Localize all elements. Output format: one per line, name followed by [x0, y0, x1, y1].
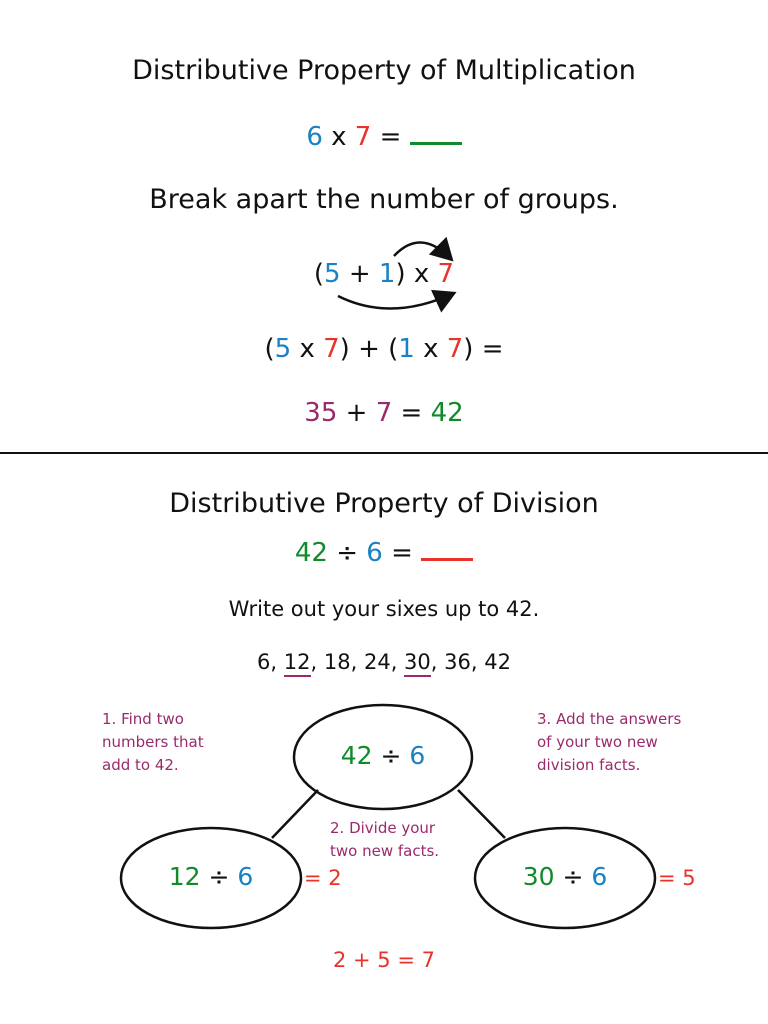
node-dividend: 12 [168, 862, 201, 891]
equals-sign: = [400, 398, 423, 428]
plus-sign: + [345, 398, 368, 428]
expanded-b: 7 [323, 334, 340, 364]
divide-sign: ÷ [336, 538, 358, 568]
times-sign: x [423, 334, 439, 364]
multiple-underlined: 30 [404, 650, 431, 677]
step1-note [102, 708, 204, 777]
multiple: 42 [484, 650, 511, 674]
times-sign: x [413, 259, 430, 289]
final-sum: 2 + 5 = 7 [333, 948, 435, 972]
open-paren: ( [388, 334, 399, 364]
node-divisor: 6 [237, 862, 254, 891]
equals-sign: = [481, 334, 504, 364]
plus-sign: + [348, 259, 371, 289]
division-instruction: Write out your sixes up to 42. [228, 597, 540, 621]
step2-note [330, 817, 439, 863]
multiplication-instruction: Break apart the number of groups. [149, 184, 619, 215]
separator: , [470, 650, 485, 674]
product-total: 42 [430, 398, 464, 428]
separator: , [270, 650, 284, 674]
branch-line-right [458, 790, 505, 838]
equals-sign: = [379, 122, 402, 152]
expanded-d: 7 [446, 334, 464, 364]
step3-line: 3. Add the answers [537, 710, 682, 728]
split-addend-a: 5 [324, 259, 341, 289]
times-sign: x [299, 334, 315, 364]
distribute-arrow-bottom [338, 294, 452, 309]
factor-groups: 6 [306, 122, 323, 152]
divide-sign: ÷ [562, 862, 584, 891]
node-dividend: 30 [522, 862, 555, 891]
right-node-answer: = 5 [658, 866, 696, 890]
right-node-label [475, 862, 655, 891]
open-paren: ( [264, 334, 275, 364]
multiple: 6 [257, 650, 271, 674]
step1-line: numbers that [102, 733, 204, 751]
step1-line: add to 42. [102, 756, 179, 774]
open-paren: ( [313, 259, 325, 289]
times-sign: x [331, 122, 347, 152]
close-paren: ) [339, 334, 350, 364]
close-paren: ) [395, 259, 406, 289]
partial-product-a: 35 [304, 398, 338, 428]
step2-line: two new facts. [330, 842, 440, 860]
multiple: 36 [444, 650, 471, 674]
node-dividend: 42 [340, 741, 373, 770]
equals-sign: = [391, 538, 413, 568]
divide-sign: ÷ [380, 741, 402, 770]
node-divisor: 6 [591, 862, 608, 891]
factor-size: 7 [354, 122, 372, 152]
step3-line: division facts. [537, 756, 641, 774]
multiple: 24 [363, 650, 391, 674]
multiplication-title: Distributive Property of Multiplication [132, 55, 636, 86]
node-divisor: 6 [409, 741, 426, 770]
split-factor: 7 [437, 259, 455, 289]
dividend: 42 [294, 538, 328, 568]
left-node-answer: = 2 [304, 866, 342, 890]
separator: , [350, 650, 364, 674]
divisor: 6 [366, 538, 383, 568]
plus-sign: + [358, 334, 380, 364]
divide-sign: ÷ [208, 862, 230, 891]
step3-note [537, 708, 681, 777]
step2-line: 2. Divide your [330, 819, 436, 837]
separator: , [310, 650, 324, 674]
top-node-label [294, 741, 472, 770]
separator: , [390, 650, 405, 674]
partial-product-b: 7 [375, 398, 393, 428]
branch-line-left [272, 790, 318, 838]
division-title: Distributive Property of Division [169, 488, 599, 519]
step3-line: of your two new [537, 733, 658, 751]
expanded-a: 5 [274, 334, 292, 364]
multiple-underlined: 12 [284, 650, 311, 677]
multiple: 18 [323, 650, 351, 674]
expanded-c: 1 [398, 334, 415, 364]
close-paren: ) [463, 334, 474, 364]
split-addend-b: 1 [378, 259, 396, 289]
distribute-arrow-top [394, 242, 450, 258]
separator: , [430, 650, 445, 674]
left-node-label [121, 862, 301, 891]
step1-line: 1. Find two [102, 710, 184, 728]
